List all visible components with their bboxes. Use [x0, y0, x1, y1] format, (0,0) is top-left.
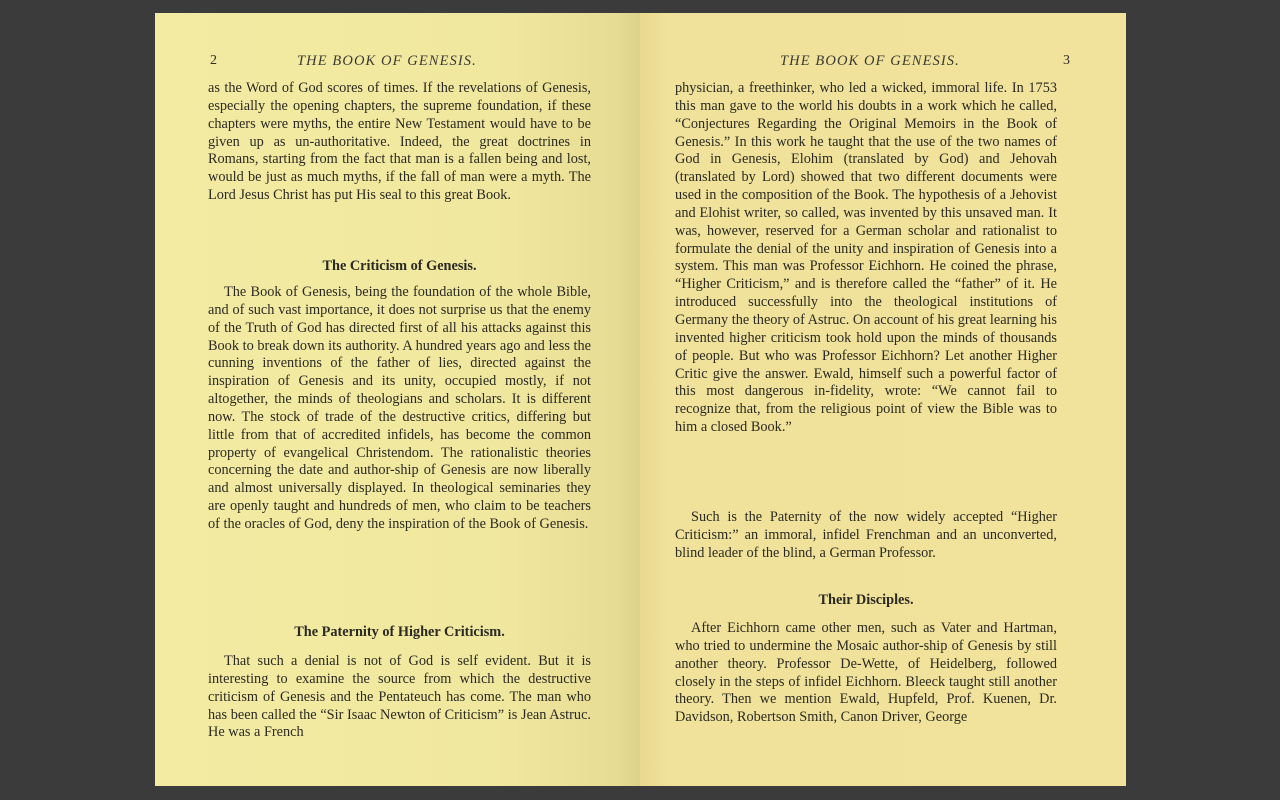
running-head: THE BOOK OF GENESIS. — [780, 53, 960, 69]
section-heading-disciples: Their Disciples. — [818, 592, 914, 608]
page-number: 2 — [210, 53, 217, 68]
right-page — [640, 13, 1126, 786]
right-paragraph-1 — [675, 80, 1057, 437]
left-paragraph-3 — [208, 653, 591, 742]
paragraph-text: Such is the Paternity of the now widely accepted “Higher Criticism:” an immoral, infidel Frenchman and an unconverted, blind leader of the blind, a German Professor. — [675, 509, 1057, 561]
book-spread — [155, 13, 1126, 786]
running-head: THE BOOK OF GENESIS. — [297, 53, 477, 69]
right-paragraph-3 — [675, 620, 1057, 727]
section-heading-paternity: The Paternity of Higher Criticism. — [294, 624, 505, 640]
paragraph-text: physician, a freethinker, who led a wicked, immoral life. In 1753 this man gave to the world his doubts in a work which he called, “Conjectures Regarding the Original Memoirs in the Book of Genesis.” In this work he taught that the use of the two names of God in Genesis, Elohim (translated by God) and Jehovah (translated by Lord) showed that two different documents were used in the composition of the Book. The hypothesis of a Jehovist and Elohist writer, so called, was invented by this unsaved man. It was, however, reserved for a German scholar and rationalist to formulate the denial of the unity and inspiration of Genesis into a system. This man was Professor Eichhorn. He coined the phrase, “Higher Criticism,” and is therefore called the “father” of it. He introduced successfully into the theological institutions of Germany the theory of Astruc. On account of his great learning his invented higher criticism took hold upon the minds of thousands of people. But who was Professor Eichhorn? Let another Higher Critic give the answer. Ewald, himself such a powerful factor of this most dangerous in-fidelity, wrote: “We cannot fail to recognize that, from the religious point of view the Bible was to him a closed Book.” — [675, 80, 1057, 436]
section-heading-criticism: The Criticism of Genesis. — [322, 258, 477, 274]
paragraph-text: as the Word of God scores of times. If the revelations of Genesis, especially the opening chapters, the supreme foundation, if these chapters were myths, the entire New Testament would have to be given up as un-authoritative. Indeed, the great doctrines in Romans, starting from the fact that man is a fallen being and lost, would be just as much myths, if the fall of man were a myth. The Lord Jesus Christ has put His seal to this great Book. — [208, 80, 591, 204]
page-number: 3 — [1063, 53, 1070, 68]
paragraph-text: After Eichhorn came other men, such as Vater and Hartman, who tried to undermine the Mosaic author-ship of Genesis by still another theory. Professor De-Wette, of Heidelberg, followed closely in the steps of infidel Eichhorn. Bleeck taught still another theory. Then we mention Ewald, Hupfeld, Prof. Kuenen, Dr. Davidson, Robertson Smith, Canon Driver, George — [675, 620, 1057, 726]
paragraph-text: That such a denial is not of God is self evident. But it is interesting to examine the source from which the destructive criticism of Genesis and the Pentateuch has come. The man who has been called the “Sir Isaac Newton of Criticism” is Jean Astruc. He was a French — [208, 653, 591, 741]
right-paragraph-2 — [675, 509, 1057, 563]
paragraph-text: The Book of Genesis, being the foundation of the whole Bible, and of such vast importance, it does not surprise us that the enemy of the Truth of God has directed first of all his attacks against this Book to break down its authority. A hundred years ago and less the cunning inventions of the father of lies, directed against the inspiration of Genesis and its unity, occupied mostly, if not altogether, the minds of theologians and scholars. It is different now. The stock of trade of the destructive critics, differing but little from that of accredited infidels, has become the common property of evangelical Christendom. The rationalistic theories concerning the date and author-ship of Genesis are now liberally and almost universally displayed. In theological seminaries they are openly taught and hundreds of men, who claim to be teachers of the oracles of God, deny the inspiration of the Book of Genesis. — [208, 284, 591, 532]
left-paragraph-1 — [208, 80, 591, 205]
left-page — [155, 13, 640, 786]
left-paragraph-2 — [208, 284, 591, 534]
